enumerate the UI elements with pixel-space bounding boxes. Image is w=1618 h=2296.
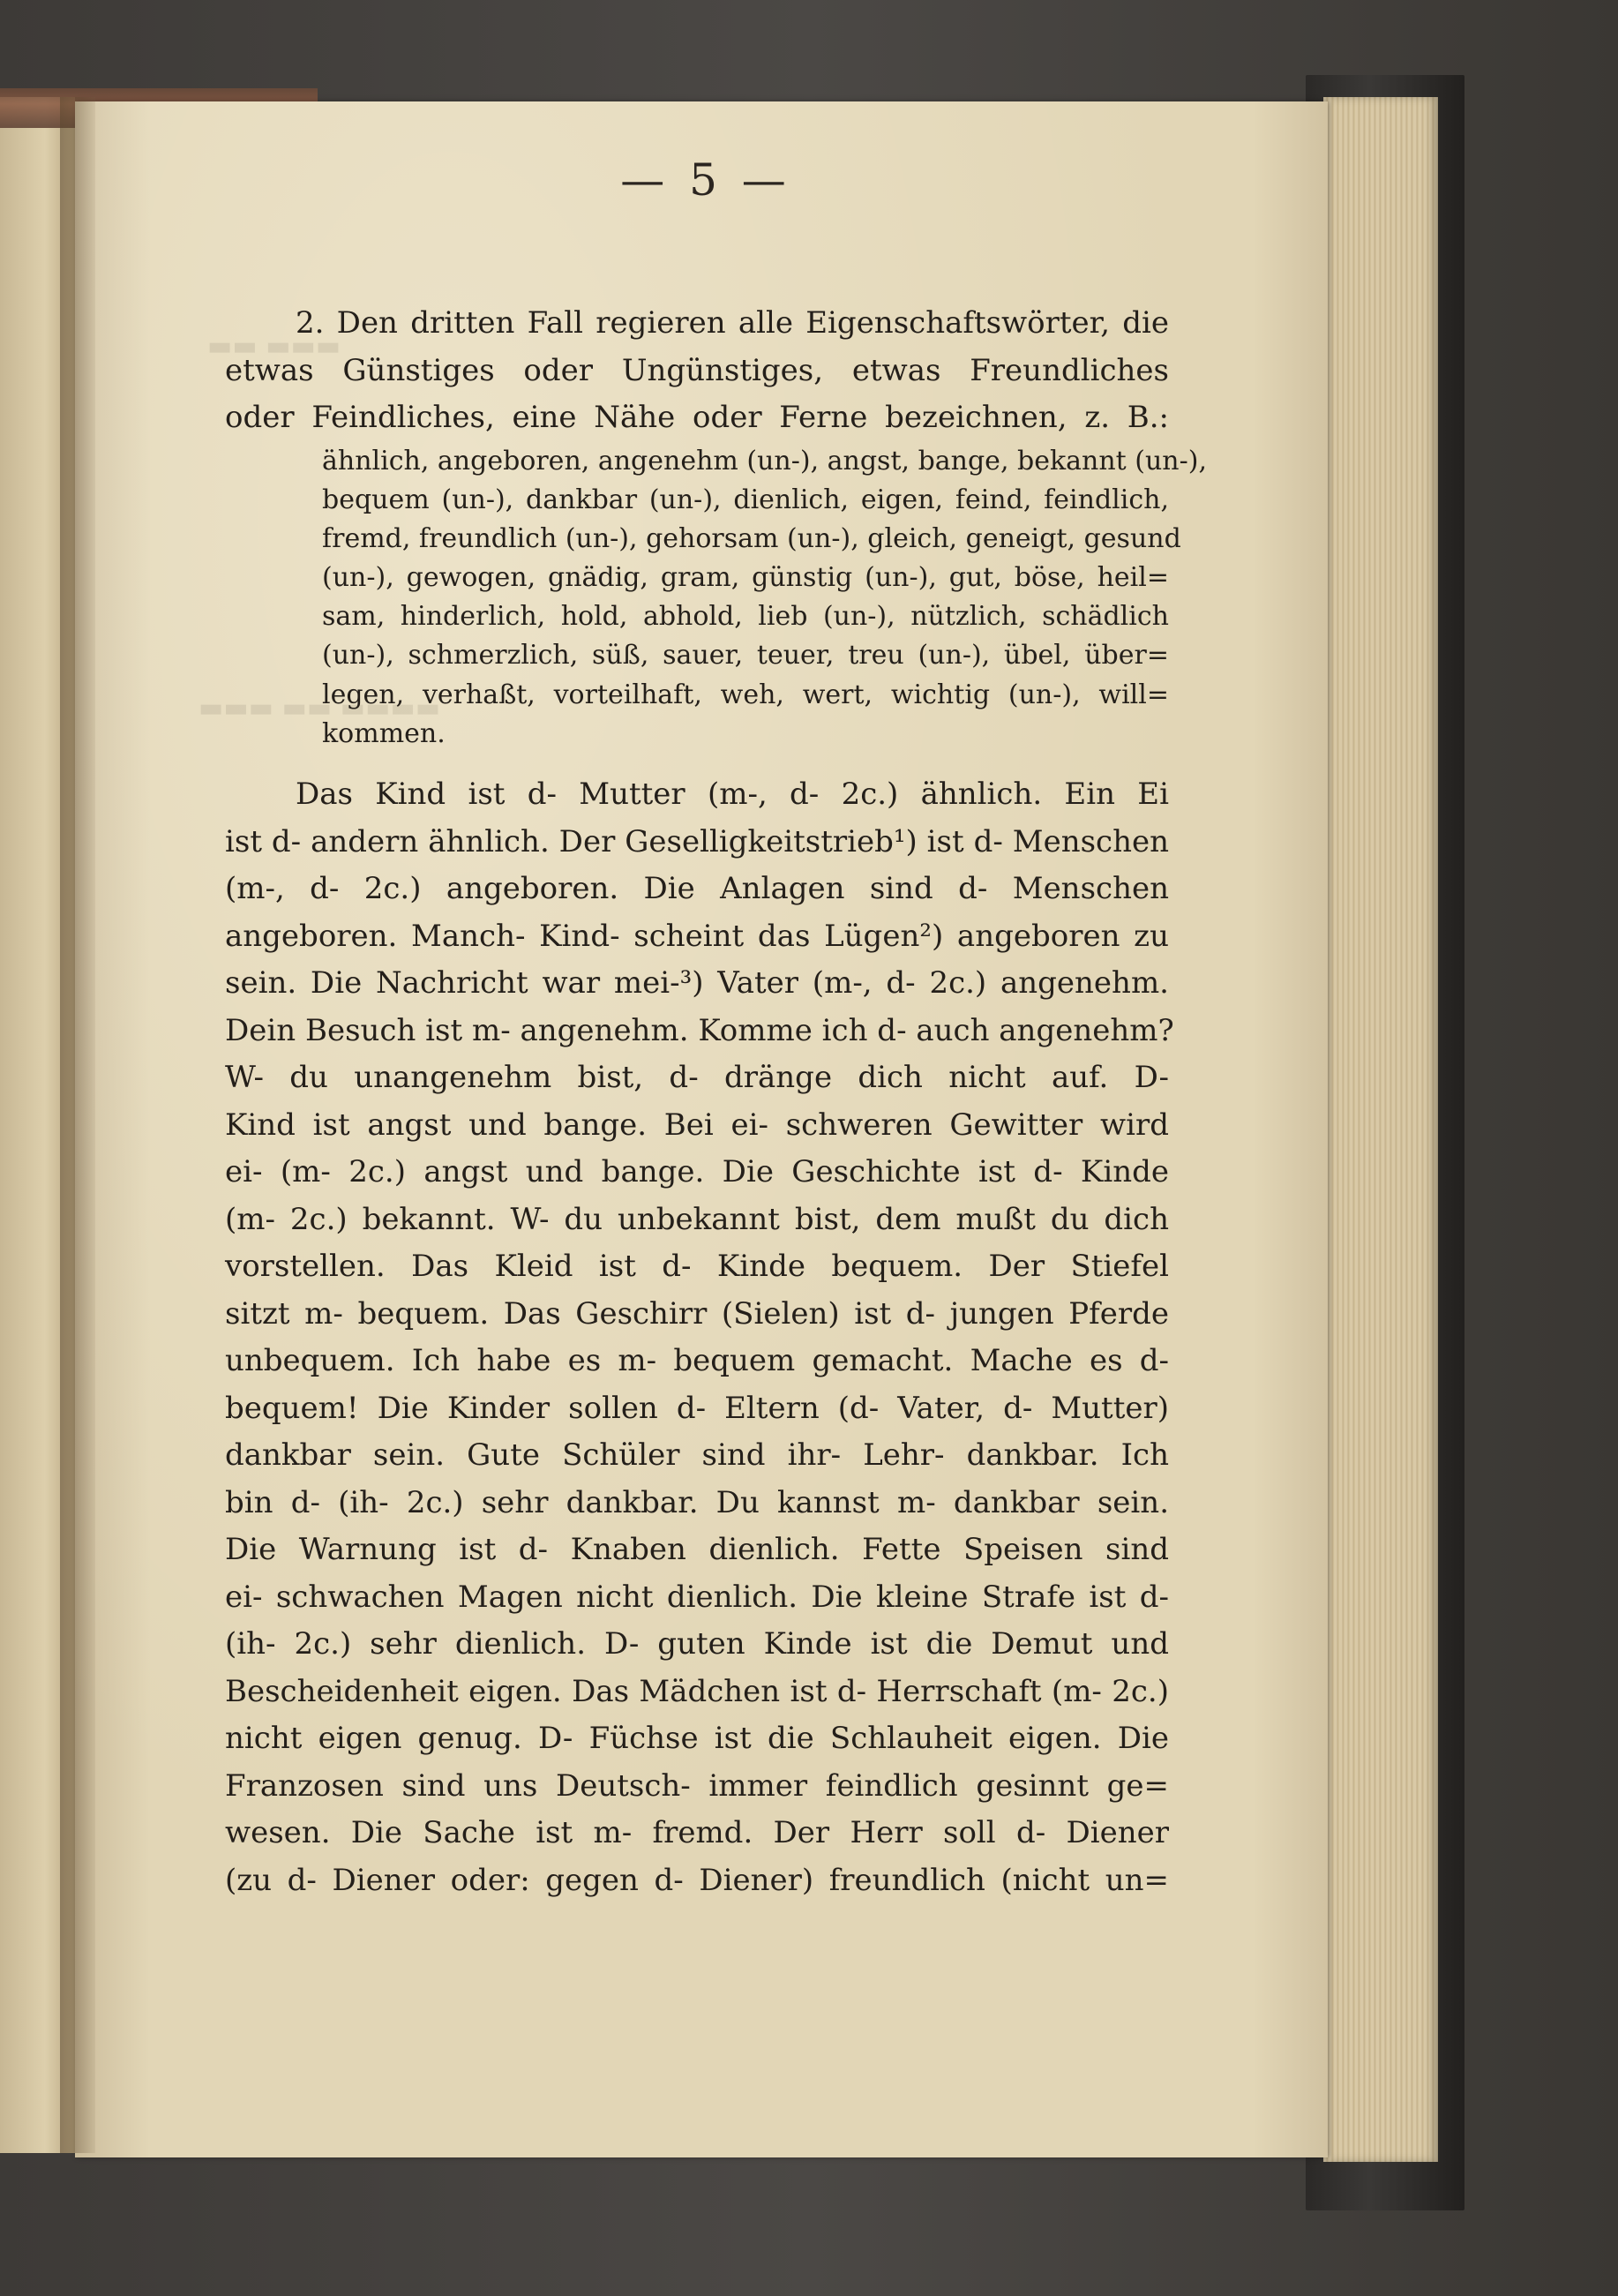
example-line: fremd, freundlich (un-), gehorsam (un-), gleich, geneigt, gesund — [322, 522, 1181, 554]
text-line: nicht eigen genug. D- Füchse ist die Schlauheit eigen. Die — [225, 1721, 1169, 1756]
text-line: (m-, d- 2c.) angeboren. Die Anlagen sind d- Menschen — [225, 871, 1169, 906]
text-line: Die Warnung ist d- Knaben dienlich. Fette Speisen sind — [225, 1532, 1169, 1567]
paragraph-gap — [225, 754, 1169, 771]
text-line: bequem! Die Kinder sollen d- Eltern (d- Vater, d- Mutter) — [225, 1390, 1169, 1426]
text-line: angeboren. Manch- Kind- scheint das Lügen²) angeboren zu — [225, 918, 1169, 954]
text-line: bin d- (ih- 2c.) sehr dankbar. Du kannst m- dankbar sein. — [225, 1484, 1169, 1520]
example-line: kommen. — [322, 717, 446, 749]
example-line: (un-), gewogen, gnädig, gram, günstig (un-), gut, böse, heil= — [322, 562, 1169, 594]
text-line: dankbar sein. Gute Schüler sind ihr- Lehr- dankbar. Ich — [225, 1437, 1169, 1473]
paragraph-rule — [225, 300, 1169, 442]
example-line: sam, hinderlich, hold, abhold, lieb (un-), nützlich, schädlich — [322, 601, 1169, 633]
text-line: sein. Die Nachricht war mei-³) Vater (m-, d- 2c.) angenehm. — [225, 965, 1169, 1001]
show-through-text: ▬▬ ▬▬▬ — [207, 331, 341, 362]
text-line: (m- 2c.) bekannt. W- du unbekannt bist, dem mußt du dich — [225, 1201, 1169, 1237]
page-number: — 5 — — [620, 154, 791, 206]
page-gutter-shadow — [60, 97, 95, 2153]
show-through-text: ▬▬▬ ▬▬ ▬▬▬▬ — [199, 693, 441, 724]
text-line: ei- (m- 2c.) angst und bange. Die Geschichte ist d- Kinde — [225, 1154, 1169, 1189]
text-line: sitzt m- bequem. Das Geschirr (Sielen) ist d- jungen Pferde — [225, 1295, 1169, 1332]
text-line: (zu d- Diener oder: gegen d- Diener) freundlich (nicht un= — [225, 1862, 1169, 1898]
text-line: etwas Günstiges oder Ungünstiges, etwas Freundliches — [225, 352, 1169, 388]
example-line: ähnlich, angeboren, angenehm (un-), angst, bange, bekannt (un-), — [322, 445, 1207, 476]
paragraph-examples — [225, 771, 1174, 1904]
text-line: ist d- andern ähnlich. Der Geselligkeitstrieb¹) ist d- Menschen — [225, 823, 1169, 859]
example-line: bequem (un-), dankbar (un-), dienlich, eigen, feind, feindlich, — [322, 484, 1169, 515]
text-line: oder Feindliches, eine Nähe oder Ferne bezeichnen, z. B.: — [225, 400, 1169, 435]
text-line: Bescheidenheit eigen. Das Mädchen ist d- Herrschaft (m- 2c.) — [225, 1673, 1169, 1709]
page-text — [225, 300, 1207, 1904]
example-line: legen, verhaßt, vorteilhaft, weh, wert, wichtig (un-), will= — [322, 679, 1169, 710]
text-line: Kind ist angst und bange. Bei ei- schweren Gewitter wird — [225, 1107, 1169, 1143]
text-line: vorstellen. Das Kleid ist d- Kinde bequem. Der Stiefel — [225, 1249, 1169, 1284]
text-line: Das Kind ist d- Mutter (m-, d- 2c.) ähnlich. Ein Ei — [296, 777, 1169, 812]
example-list — [225, 442, 1207, 754]
text-line: ei- schwachen Magen nicht dienlich. Die kleine Strafe ist d- — [225, 1579, 1169, 1615]
page-stack-edges — [1323, 97, 1438, 2162]
example-line: (un-), schmerzlich, süß, sauer, teuer, treu (un-), übel, über= — [322, 640, 1169, 672]
text-line: (ih- 2c.) sehr dienlich. D- guten Kinde ist die Demut und — [225, 1626, 1169, 1662]
text-line: wesen. Die Sache ist m- fremd. Der Herr soll d- Diener — [225, 1815, 1169, 1850]
text-line: unbequem. Ich habe es m- bequem gemacht. Mache es d- — [225, 1343, 1169, 1378]
text-line: Franzosen sind uns Deutsch- immer feindlich gesinnt ge= — [225, 1767, 1169, 1804]
text-line: Dein Besuch ist m- angenehm. Komme ich d- auch angenehm? — [225, 1012, 1174, 1048]
text-line: 2. Den dritten Fall regieren alle Eigenschaftswörter, die — [296, 305, 1169, 341]
text-line: W- du unangenehm bist, d- dränge dich nicht auf. D- — [225, 1060, 1169, 1095]
